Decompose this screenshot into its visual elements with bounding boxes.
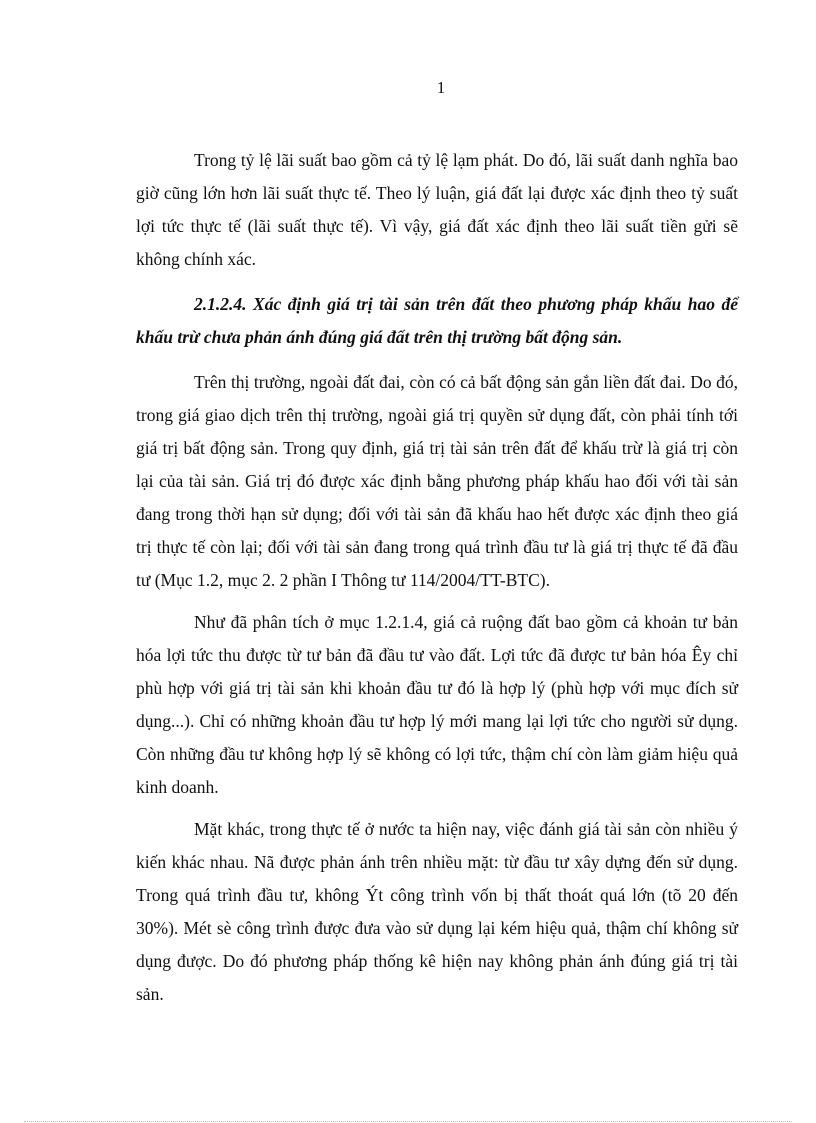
page-number: 1: [436, 78, 446, 97]
paragraph-capitalized-income: Như đã phân tích ở mục 1.2.1.4, giá cả ruộng đất bao gồm cả khoản tư bản hóa lợi tức thu được từ tư bản đã đầu tư vào đất. Lợi tức đã được tư bản hóa Êy chỉ phù hợp với giá trị tài sản khi khoản đầu tư đó là hợp lý (phù hợp với mục đích sử dụng...). Chỉ có những khoản đầu tư hợp lý mới mang lại lợi tức cho người sử dụng. Còn những đầu tư không hợp lý sẽ không có lợi tức, thậm chí còn làm giảm hiệu quả kinh doanh.: [136, 612, 738, 797]
page-bottom-divider: [24, 1121, 792, 1122]
section-heading: 2.1.2.4. Xác định giá trị tài sản trên đất theo phương pháp khấu hao để khấu trừ chưa phản ánh đúng giá đất trên thị trường bất động sản.: [136, 294, 738, 347]
paragraph-asset-valuation: Mặt khác, trong thực tế ở nước ta hiện nay, việc đánh giá tài sản còn nhiều ý kiến khác nhau. Nã được phản ánh trên nhiều mặt: từ đầu tư xây dựng đến sử dụng. Trong quá trình đầu tư, không Ýt công trình vốn bị thất thoát quá lớn (tõ 20 đến 30%). Mét sè công trình được đưa vào sử dụng lại kém hiệu quả, thậm chí không sử dụng được. Do đó phương pháp thống kê hiện nay không phản ánh đúng giá trị tài sản.: [136, 819, 738, 1004]
paragraph-market-assets: Trên thị trường, ngoài đất đai, còn có cả bất động sản gắn liền đất đai. Do đó, trong giá giao dịch trên thị trường, ngoài giá trị quyền sử dụng đất, còn phải tính tới giá trị bất động sản. Trong quy định, giá trị tài sản trên đất để khấu trừ là giá trị còn lại của tài sản. Giá trị đó được xác định bằng phương pháp khấu hao đối với tài sản đang trong thời hạn sử dụng; đối với tài sản đã khấu hao hết được xác định theo giá trị thực tế còn lại; đối với tài sản đang trong quá trình đầu tư là giá trị thực tế đã đầu tư (Mục 1.2, mục 2. 2 phần I Thông tư 114/2004/TT-BTC).: [136, 372, 738, 590]
document-body: [136, 144, 738, 1020]
paragraph-interest-rate: Trong tỷ lệ lãi suất bao gồm cả tỷ lệ lạm phát. Do đó, lãi suất danh nghĩa bao giờ cũng lớn hơn lãi suất thực tế. Theo lý luận, giá đất lại được xác định theo tỷ suất lợi tức thực tế (lãi suất thực tế). Vì vậy, giá đất xác định theo lãi suất tiền gửi sẽ không chính xác.: [136, 150, 738, 269]
